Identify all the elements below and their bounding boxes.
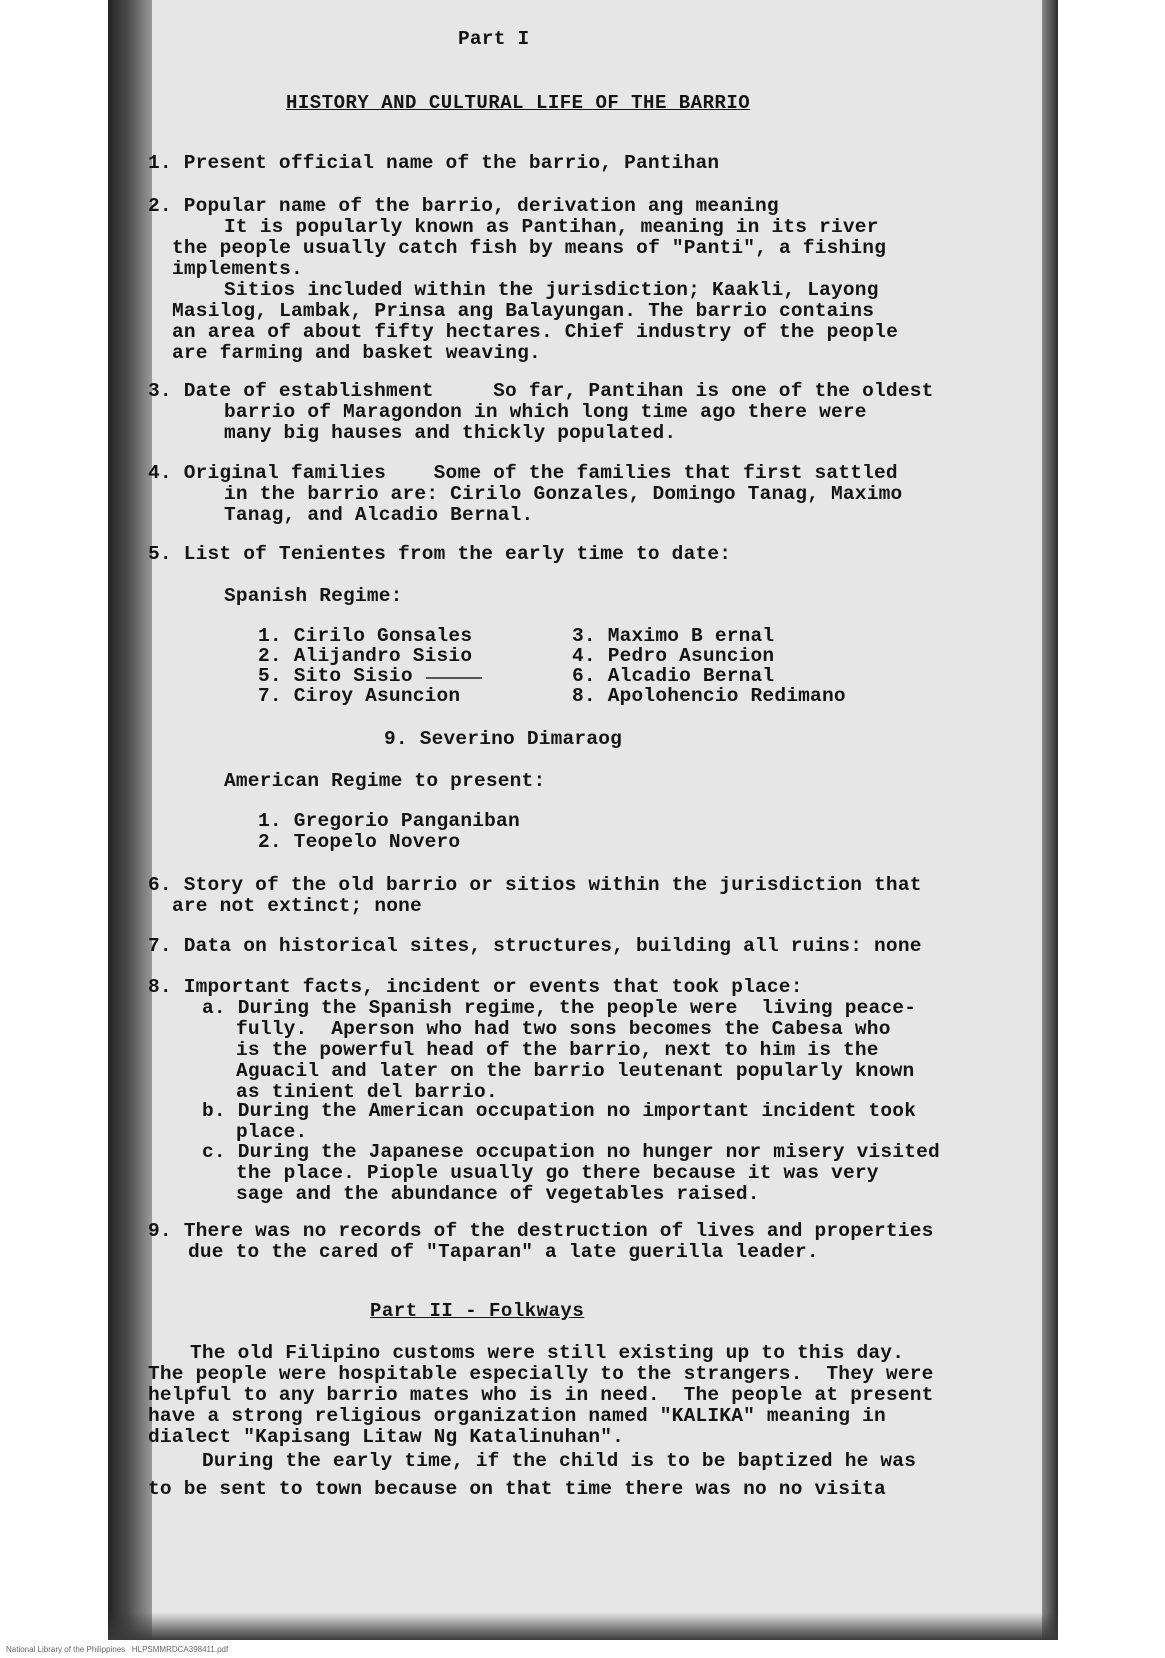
item-8c-line: the place. Piople usually go there because it was very [236, 1162, 879, 1184]
item-8-heading: 8. Important facts, incident or events that took place: [148, 976, 803, 998]
item-1: 1. Present official name of the barrio, Pantihan [148, 152, 720, 174]
item-3-line: many big hauses and thickly populated. [224, 422, 677, 444]
item-2-line: Masilog, Lambak, Prinsa ang Balayungan. The barrio contains [172, 300, 875, 322]
scanned-page [108, 0, 1058, 1640]
item-2-line: the people usually catch fish by means of "Panti", a fishing [172, 237, 887, 259]
ink-stroke [426, 677, 482, 679]
item-8b-line: b. During the American occupation no important incident took [202, 1100, 917, 1122]
folkways-line: have a strong religious organization named "KALIKA" meaning in [148, 1405, 886, 1427]
item-4-line: Tanag, and Alcadio Bernal. [224, 504, 534, 526]
item-2-line: are farming and basket weaving. [172, 342, 541, 364]
spanish-regime-heading: Spanish Regime: [224, 585, 403, 607]
item-2-line: an area of about fifty hectares. Chief industry of the people [172, 321, 899, 343]
folkways-line: During the early time, if the child is to be baptized he was [202, 1450, 917, 1472]
item-6-heading: 6. Story of the old barrio or sitios within the jurisdiction that [148, 874, 922, 896]
item-8a-line: fully. Aperson who had two sons becomes the Cabesa who [236, 1018, 891, 1040]
item-8b-line: place. [236, 1121, 308, 1143]
teniente-spanish: 7. Ciroy Asuncion [258, 685, 461, 707]
item-8a-line: Aguacil and later on the barrio leutenant popularly known [236, 1060, 915, 1082]
page-shadow-bottom [108, 1612, 1058, 1640]
item-2-heading: 2. Popular name of the barrio, derivation ang meaning [148, 195, 779, 217]
item-6-line: are not extinct; none [172, 895, 422, 917]
teniente-american: 2. Teopelo Novero [258, 831, 461, 853]
folkways-line: helpful to any barrio mates who is in need. The people at present [148, 1384, 934, 1406]
part2-title: Part II - Folkways [370, 1300, 585, 1322]
teniente-spanish: 2. Alijandro Sisio [258, 645, 473, 667]
folkways-line: The people were hospitable especially to the strangers. They were [148, 1363, 934, 1385]
folkways-line: The old Filipino customs were still existing up to this day. [190, 1342, 905, 1364]
teniente-american: 1. Gregorio Panganiban [258, 810, 520, 832]
library-footer: National Library of the Philippines HLPSMMRDCA398411.pdf [6, 1645, 229, 1654]
teniente-spanish: 3. Maximo B ernal [572, 625, 775, 647]
item-2-line: implements. [172, 258, 303, 280]
item-8c-line: c. During the Japanese occupation no hunger nor misery visited [202, 1141, 940, 1163]
item-4-heading: 4. Original families Some of the families that first sattled [148, 462, 898, 484]
folkways-line: dialect "Kapisang Litaw Ng Katalinuhan". [148, 1426, 625, 1448]
item-9-heading: 9. There was no records of the destruction of lives and properties [148, 1220, 934, 1242]
part1-title: HISTORY AND CULTURAL LIFE OF THE BARRIO [286, 92, 751, 114]
item-8c-line: sage and the abundance of vegetables raised. [236, 1183, 760, 1205]
item-3-line: barrio of Maragondon in which long time ago there were [224, 401, 867, 423]
teniente-spanish: 1. Cirilo Gonsales [258, 625, 473, 647]
teniente-spanish: 4. Pedro Asuncion [572, 645, 775, 667]
part1-header: Part I [458, 28, 530, 50]
teniente-spanish: 6. Alcadio Bernal [572, 665, 775, 687]
item-4-line: in the barrio are: Cirilo Gonzales, Domingo Tanag, Maximo [224, 483, 903, 505]
item-8a-line: is the powerful head of the barrio, next to him is the [236, 1039, 879, 1061]
item-8a-line: as tinient del barrio. [236, 1081, 498, 1103]
item-3-heading: 3. Date of establishment So far, Pantihan is one of the oldest [148, 380, 934, 402]
item-9-line: due to the cared of "Taparan" a late guerilla leader. [188, 1241, 819, 1263]
item-5-heading: 5. List of Tenientes from the early time to date: [148, 543, 732, 565]
page-shadow-left [108, 0, 152, 1640]
american-regime-heading: American Regime to present: [224, 770, 546, 792]
item-2-line: It is popularly known as Pantihan, meaning in its river [224, 216, 879, 238]
folkways-line: to be sent to town because on that time there was no no visita [148, 1478, 886, 1500]
teniente-spanish-ninth: 9. Severino Dimaraog [384, 728, 623, 750]
teniente-spanish: 8. Apolohencio Redimano [572, 685, 846, 707]
item-8a-line: a. During the Spanish regime, the people were living peace- [202, 997, 917, 1019]
teniente-spanish: 5. Sito Sisio [258, 665, 413, 687]
item-2-line: Sitios included within the jurisdiction; Kaakli, Layong [224, 279, 879, 301]
item-7: 7. Data on historical sites, structures, building all ruins: none [148, 935, 922, 957]
page-shadow-right [1042, 0, 1058, 1640]
